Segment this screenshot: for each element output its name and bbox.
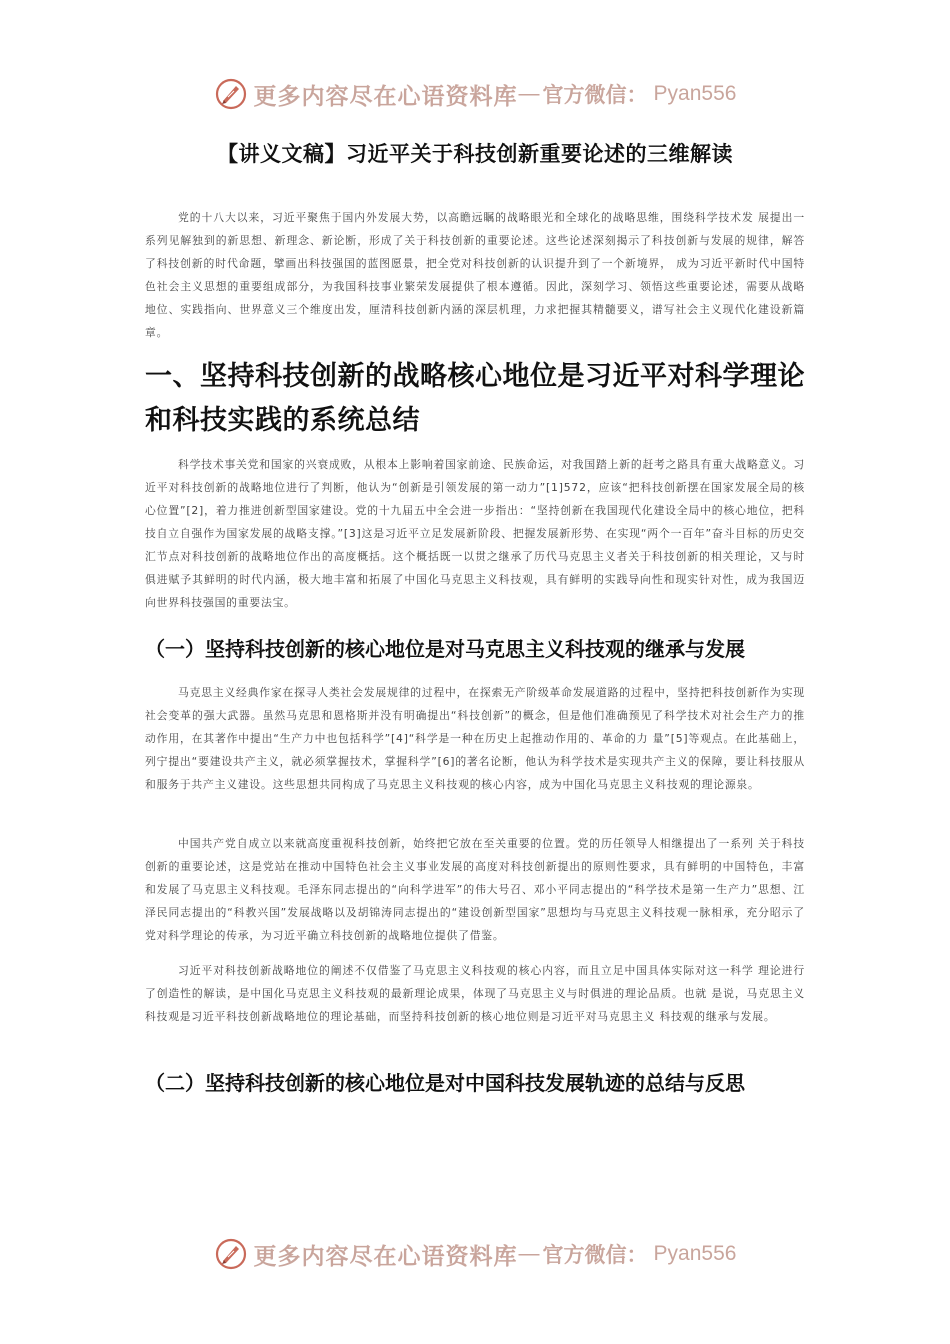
subsection-1-paragraph-1: 马克思主义经典作家在探寻人类社会发展规律的过程中，在探索无产阶级革命发展道路的过程中，坚持把科技创新作为实现社会变革的强大武器。虽然马克思和恩格斯并没有明确提出“科技创新”的概念，但是他们准确预见了科学技术对社会生产力的推动作用，在其著作中提出“生产力中也包括科学”[4]“科学是一种在历史上起推动作用的、革命的力 量”[5]等观点。在此基础上，列宁提出“要建设共产主义，就必须掌握技术，掌握科学”[6]的著名论断，他认为科学技术是实现共产主义的保障，要让科技服从和服务于共产主义建设。这些思想共同构成了马克思主义科技观的核心内容，成为中国化马克思主义科技观的理论源泉。	[145, 686, 806, 791]
watermark-label: 官方微信：	[542, 82, 648, 107]
watermark-banner-bottom	[0, 1232, 950, 1276]
subsection-1-paragraph-2: 中国共产党自成立以来就高度重视科技创新，始终把它放在至关重要的位置。党的历任领导人相继提出了一系列 关于科技创新的重要论述，这是党站在推动中国特色社会主义事业发展的高度对科技创新提出的原则性要求，具有鲜明的中国特色，丰富和发展了马克思主义科技观。毛泽东同志提出的“向科学进军”的伟大号召、邓小平同志提出的“科学技术是第一生产力”思想、江泽民同志提出的“科教兴国”发展战略以及胡锦涛同志提出的“建设创新型国家”思想均与马克思主义科技观一脉相承，充分昭示了党对科学理论的传承，为习近平确立科技创新的战略地位提供了借鉴。	[145, 837, 805, 942]
watermark-separator: —	[517, 1241, 541, 1267]
watermark-label: 官方微信：	[542, 1242, 648, 1267]
watermark-id: Pyan556	[653, 82, 737, 105]
document-title: 【讲义文稿】习近平关于科技创新重要论述的三维解读	[217, 142, 733, 166]
watermark-text: 更多内容尽在心语资料库	[253, 1242, 518, 1270]
watermark-separator: —	[517, 81, 541, 107]
watermark-id: Pyan556	[653, 1242, 737, 1265]
quill-logo-icon	[214, 1237, 248, 1271]
quill-logo-icon	[214, 77, 248, 111]
subsection-1-heading: （一）坚持科技创新的核心地位是对马克思主义科技观的继承与发展	[145, 637, 745, 661]
section-1-paragraph: 科学技术事关党和国家的兴衰成败，从根本上影响着国家前途、民族命运，对我国踏上新的赶考之路具有重大战略意义。习近平对科技创新的战略地位进行了判断，他认为“创新是引领发展的第一动力”[1]572，应该“把科技创新摆在国家发展全局的核心位置”[2]，着力推进创新型国家建设。党的十九届五中全会进一步指出：“坚持创新在我国现代化建设全局中的核心地位，把科技自立自强作为国家发展的战略支撑。”[3]这是习近平立足发展新阶段、把握发展新形势、在实现“两个一百年”奋斗目标的历史交汇节点对科技创新的战略地位作出的高度概括。这个概括既一以贯之继承了历代马克思主义者关于科技创新的相关理论，又与时俱进赋予其鲜明的时代内涵，极大地丰富和拓展了中国化马克思主义科技观，具有鲜明的实践导向性和现实针对性，成为我国迈向世界科技强国的重要法宝。	[145, 458, 805, 609]
section-1-heading: 一、坚持科技创新的战略核心地位是习近平对科学理论和科技实践的系统总结	[145, 361, 805, 436]
watermark-text: 更多内容尽在心语资料库	[253, 82, 518, 110]
intro-paragraph: 党的十八大以来，习近平聚焦于国内外发展大势，以高瞻远瞩的战略眼光和全球化的战略思维，围绕科学技术发 展提出一系列见解独到的新思想、新理念、新论断，形成了关于科技创新的重要论述。这些论述深刻揭示了科技创新与发展的规律，解答了科技创新的时代命题，擘画出科技强国的蓝图愿景，把全党对科技创新的认识提升到了一个新境界， 成为习近平新时代中国特色社会主义思想的重要组成部分，为我国科技事业繁荣发展提供了根本遵循。因此，深刻学习、领悟这些重要论述，需要从战略地位、实践指向、世界意义三个维度出发，厘清科技创新内涵的深层机理，力求把握其精髓要义，谱写社会主义现代化建设新篇章。	[145, 211, 805, 339]
subsection-1-paragraph-3: 习近平对科技创新战略地位的阐述不仅借鉴了马克思主义科技观的核心内容，而且立足中国具体实际对这一科学 理论进行了创造性的解读，是中国化马克思主义科技观的最新理论成果，体现了马克思主义与时俱进的理论品质。也就 是说，马克思主义科技观是习近平科技创新战略地位的理论基础，而坚持科技创新的核心地位则是习近平对马克思主义 科技观的继承与发展。	[145, 964, 805, 1023]
subsection-2-heading: （二）坚持科技创新的核心地位是对中国科技发展轨迹的总结与反思	[145, 1071, 745, 1095]
watermark-banner-top	[0, 72, 950, 116]
